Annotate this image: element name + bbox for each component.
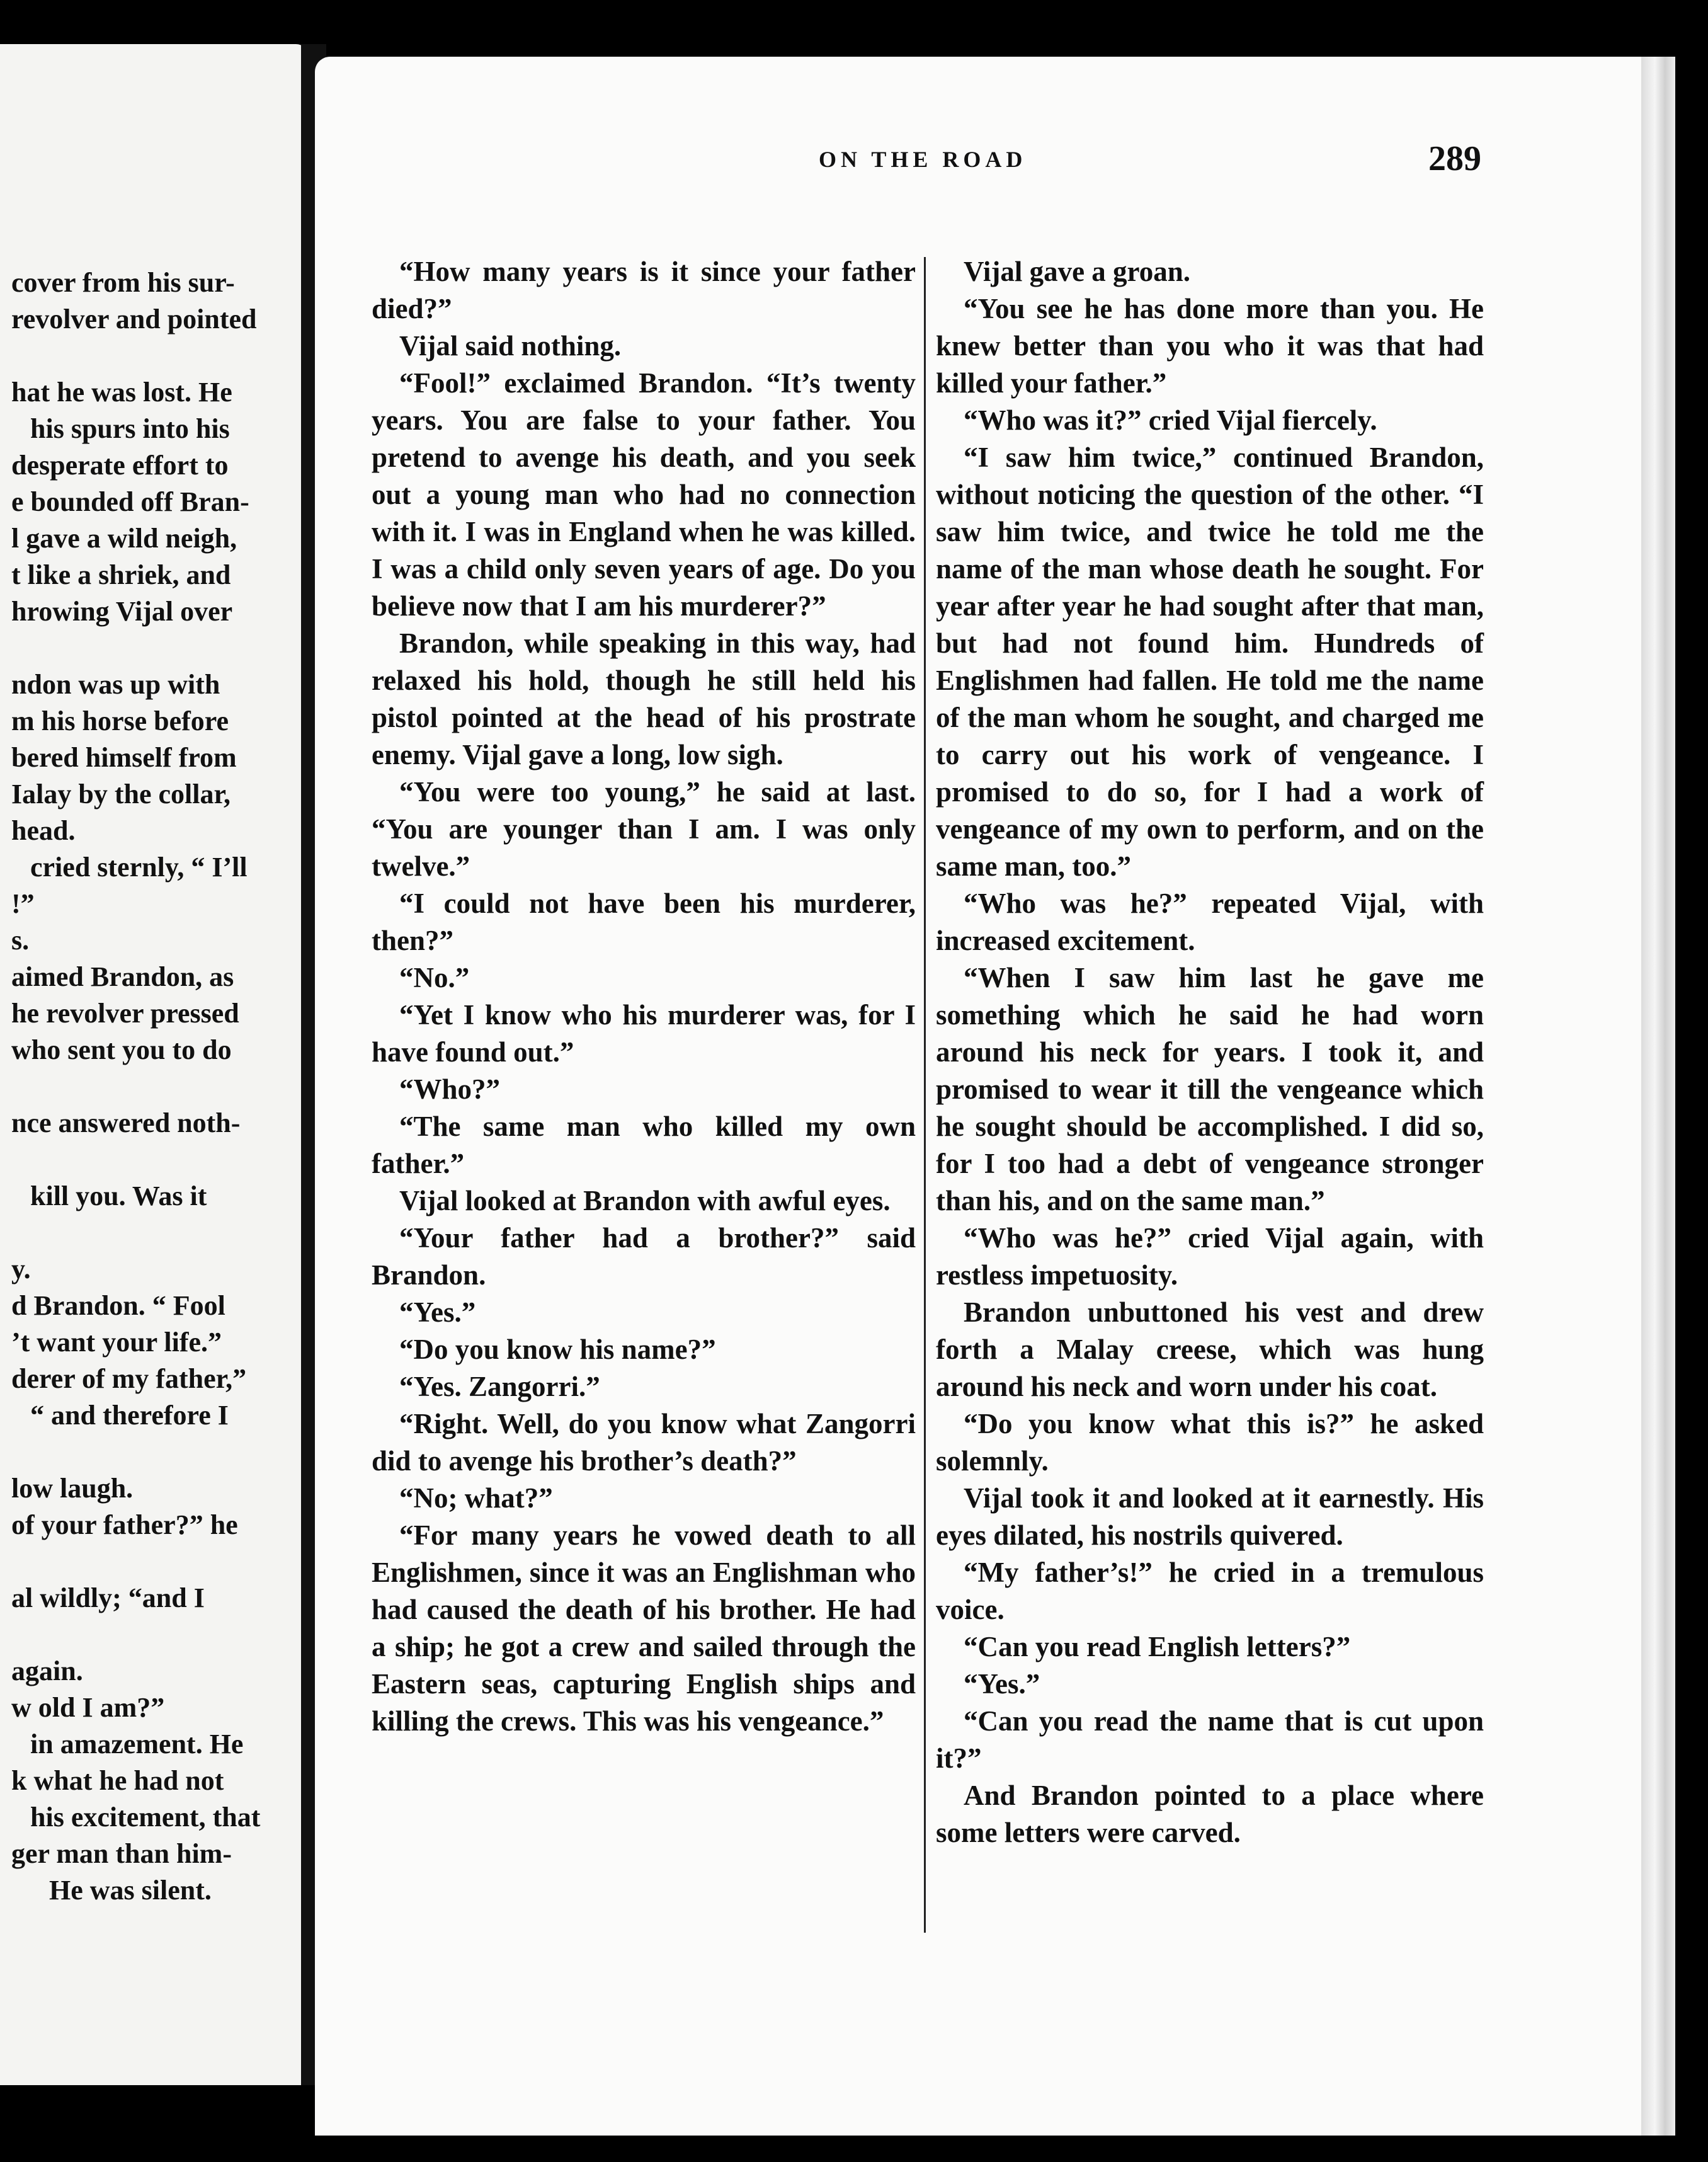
page-edge xyxy=(1641,57,1675,2136)
paragraph: “My father’s!” he cried in a tremulous voice. xyxy=(936,1557,1484,1625)
paragraph: “Who was he?” cried Vijal again, with restless impetuosity. xyxy=(936,1222,1484,1291)
paragraph: “You see he has done more than you. He knew better than you who it was that had killed your father.” xyxy=(936,293,1484,399)
paragraph: “How many years is it since your father died?” xyxy=(372,256,916,324)
left-page-line: head. xyxy=(11,815,76,846)
left-page-line: m his horse before xyxy=(11,706,229,736)
left-page-line: his spurs into his xyxy=(30,413,230,444)
left-page-line: s. xyxy=(11,925,30,956)
paragraph: “Yes.” xyxy=(399,1296,476,1328)
left-page-line: ger man than him- xyxy=(11,1838,232,1869)
paragraph: Vijal looked at Brandon with awful eyes. xyxy=(399,1185,891,1216)
left-page-line: d Brandon. “ Fool xyxy=(11,1290,225,1321)
left-page-line: !” xyxy=(11,888,35,919)
paragraph: “No.” xyxy=(399,962,470,993)
left-page-line: kill you. Was it xyxy=(30,1181,207,1211)
paragraph: “Who was he?” repeated Vijal, with increased excitement. xyxy=(936,888,1484,956)
left-page-line: he revolver pressed xyxy=(11,998,239,1029)
paragraph: “Do you know what this is?” he asked solemnly. xyxy=(936,1408,1484,1477)
left-page-line: revolver and pointed xyxy=(11,304,257,335)
running-head: ON THE ROAD xyxy=(819,147,1027,172)
text-column-right xyxy=(936,253,1484,1851)
paragraph: “Right. Well, do you know what Zangorri did to avenge his brother’s death?” xyxy=(372,1408,916,1477)
left-page-line: t like a shriek, and xyxy=(11,559,231,590)
paragraph: “Who was it?” cried Vijal fiercely. xyxy=(964,404,1377,436)
left-page-line: “ and therefore I xyxy=(30,1400,229,1431)
left-page-line: ndon was up with xyxy=(11,669,220,700)
paragraph: Brandon, while speaking in this way, had relaxed his hold, though he still held his pistol pointed at the head of his prostrate enemy. Vijal gave a long, low sigh. xyxy=(372,627,916,770)
left-page-line: of your father?” he xyxy=(11,1509,238,1540)
paragraph: “Yet I know who his murderer was, for I have found out.” xyxy=(372,999,916,1068)
left-page-line: again. xyxy=(11,1656,83,1686)
left-page-line: nce answered noth- xyxy=(11,1107,241,1138)
left-page-line: derer of my father,” xyxy=(11,1363,247,1394)
left-page-line: cover from his sur- xyxy=(11,267,235,298)
paragraph: “Yes. Zangorri.” xyxy=(399,1371,600,1402)
left-page-line: He was silent. xyxy=(49,1875,212,1906)
left-page-line: al wildly; “and I xyxy=(11,1582,205,1613)
paragraph: “Fool!” exclaimed Brandon. “It’s twenty years. You are false to your father. You pretend to avenge his death, and you seek out a young man who had no connection with it. I was in England when he was killed. I was a child only seven years of age. Do you believe now that I am his murderer?” xyxy=(372,367,916,622)
left-page-line: low laugh. xyxy=(11,1473,134,1504)
paragraph: And Brandon pointed to a place where some letters were carved. xyxy=(936,1780,1484,1848)
paragraph: “I could not have been his murderer, then?” xyxy=(372,888,916,956)
left-page-line: l gave a wild neigh, xyxy=(11,523,237,554)
paragraph: “The same man who killed my own father.” xyxy=(372,1111,916,1179)
paragraph: Vijal gave a groan. xyxy=(964,256,1190,287)
column-divider xyxy=(924,257,926,1933)
paragraph: “Can you read the name that is cut upon it?” xyxy=(936,1705,1484,1774)
left-page-line: hrowing Vijal over xyxy=(11,596,233,627)
left-page-line: Ialay by the collar, xyxy=(11,779,231,809)
paragraph: “Who?” xyxy=(399,1073,501,1105)
page-number: 289 xyxy=(1428,139,1481,178)
paragraph: “When I saw him last he gave me something which he said he had worn around his neck for years. I took it, and promised to wear it till the vengeance which he sought should be accomplished. I did so, for I too had a debt of vengeance stronger than his, and on the same man.” xyxy=(936,962,1484,1216)
left-page-line: aimed Brandon, as xyxy=(11,961,234,992)
left-page-line: his excitement, that xyxy=(30,1802,261,1833)
paragraph: “For many years he vowed death to all Englishmen, since it was an Englishman who had caused the death of his brother. He had a ship; he got a crew and sailed through the Eastern seas, capturing English ships and killing the crews. This was his vengeance.” xyxy=(372,1519,916,1737)
left-page-line: bered himself from xyxy=(11,742,237,773)
paragraph: “Do you know his name?” xyxy=(399,1334,716,1365)
paragraph: “I saw him twice,” continued Brandon, without noticing the question of the other. “I saw him twice, and twice he told me the name of the man whose death he sought. For year after year he had sought after that man, but had not found him. Hundreds of Englishmen had fallen. He told me the name of the man whom he sought, and charged me to carry out his work of vengeance. I promised to do so, for I had a work of vengeance of my own to perform, and on the same man, too.” xyxy=(936,442,1484,882)
text-column-left xyxy=(372,253,916,1740)
left-page-line: hat he was lost. He xyxy=(11,377,232,408)
left-page-line: ’t want your life.” xyxy=(11,1327,222,1358)
paragraph: “You were too young,” he said at last. “You are younger than I am. I was only twelve.” xyxy=(372,776,916,882)
paragraph: “Your father had a brother?” said Brandon. xyxy=(372,1222,916,1291)
paragraph: “Can you read English letters?” xyxy=(964,1631,1351,1662)
left-page-line: desperate effort to xyxy=(11,450,229,481)
left-page-line: cried sternly, “ I’ll xyxy=(30,852,248,883)
paragraph: “Yes.” xyxy=(964,1668,1040,1700)
paragraph: Vijal took it and looked at it earnestly. His eyes dilated, his nostrils quivered. xyxy=(936,1482,1484,1551)
left-page-line: k what he had not xyxy=(11,1765,224,1796)
left-page-line: in amazement. He xyxy=(30,1729,244,1759)
left-page-line: e bounded off Bran- xyxy=(11,486,249,517)
paragraph: Vijal said nothing. xyxy=(399,330,622,362)
paragraph: Brandon unbuttoned his vest and drew forth a Malay creese, which was hung around his neck and worn under his coat. xyxy=(936,1296,1484,1402)
left-page-line: w old I am?” xyxy=(11,1692,165,1723)
left-page-fragment xyxy=(0,44,309,2085)
left-page-line: y. xyxy=(11,1254,31,1284)
left-page-line: who sent you to do xyxy=(11,1034,232,1065)
paragraph: “No; what?” xyxy=(399,1482,553,1514)
